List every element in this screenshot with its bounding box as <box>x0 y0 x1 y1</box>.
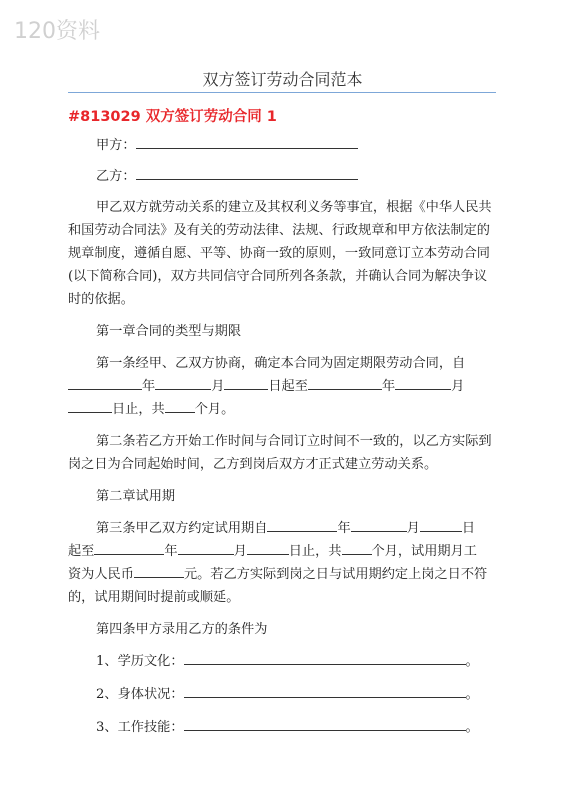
condition-end: 。 <box>465 654 479 669</box>
article-2-line-1: 第二条若乙方开始工作时间与合同订立时间不一致的，以乙方实际到 <box>96 434 492 449</box>
trial-end-year-blank <box>94 540 164 555</box>
condition-blank <box>184 716 466 731</box>
intro-line-5: 时的依据。 <box>68 292 134 307</box>
article-1-line-1: 第一条经甲、乙双方协商，确定本合同为固定期限劳动合同，自 <box>96 356 466 371</box>
party-a-blank <box>136 134 358 149</box>
intro-line-1: 甲乙双方就劳动关系的建立及其权利义务等事宜，根据《中华人民共 <box>96 200 492 215</box>
year-label: 年 <box>164 544 178 559</box>
day-label: 日 <box>461 521 475 536</box>
end-year-blank <box>308 375 382 390</box>
chapter-2-heading: 第二章试用期 <box>96 489 176 504</box>
intro-line-2: 和国劳动合同法》及有关的劳动法律、法规、行政规章和甲方依法制定的 <box>68 223 490 238</box>
article-3-line-1 <box>96 517 526 540</box>
until-label: 起至 <box>68 544 95 559</box>
article-3-line-4: 的，试用期间时提前或顺延。 <box>68 590 240 605</box>
condition-end: 。 <box>465 687 479 702</box>
party-a-label: 甲方： <box>96 138 136 153</box>
party-b-label: 乙方： <box>96 169 136 184</box>
salary-tail: 元。若乙方实际到岗之日与试用期约定上岗之日不符 <box>183 567 488 582</box>
article-2-line-2: 岗之日为合同起始时间，乙方到岗后双方才正式建立劳动关系。 <box>68 457 438 472</box>
party-b-blank <box>136 165 358 180</box>
section-heading: #813029 双方签订劳动合同 1 <box>68 109 277 125</box>
trial-end-day-blank <box>247 540 289 555</box>
day-until-label: 日止，共 <box>288 544 342 559</box>
condition-education <box>96 650 526 673</box>
trial-end-month-blank <box>178 540 234 555</box>
start-year-blank <box>68 375 142 390</box>
day-from-label: 日起至 <box>268 379 308 394</box>
document-title: 双方签订劳动合同范本 <box>202 70 363 89</box>
trial-months-blank <box>342 540 372 555</box>
months-end-label: 个月。 <box>194 402 235 417</box>
year-label: 年 <box>337 521 351 536</box>
article-3-line-3 <box>68 563 498 586</box>
month-label: 月 <box>233 544 247 559</box>
condition-skills <box>96 716 526 739</box>
end-day-blank <box>68 398 112 413</box>
start-day-blank <box>224 375 268 390</box>
months-count-blank <box>165 398 195 413</box>
condition-label: 2、身体状况： <box>96 687 184 702</box>
start-month-blank <box>155 375 211 390</box>
trial-start-year-blank <box>267 517 337 532</box>
chapter-1-heading: 第一章合同的类型与期限 <box>96 324 242 339</box>
title-divider <box>68 92 496 93</box>
month-label: 月 <box>406 521 420 536</box>
trial-start-day-blank <box>420 517 462 532</box>
month-label: 月 <box>451 379 465 394</box>
condition-blank <box>184 650 466 665</box>
condition-health <box>96 683 526 706</box>
year-label: 年 <box>381 379 396 394</box>
intro-line-3: 规章制度，遵循自愿、平等、协商一致的原则，一致同意订立本劳动合同 <box>68 246 490 261</box>
condition-blank <box>184 683 466 698</box>
month-label: 月 <box>211 379 225 394</box>
end-month-blank <box>395 375 451 390</box>
watermark-logo: 120资料 <box>14 19 100 44</box>
party-b-line <box>96 165 526 188</box>
party-a-line <box>96 134 526 157</box>
article-1-line-3 <box>68 398 498 421</box>
article-1-line-2 <box>68 375 498 398</box>
condition-end: 。 <box>465 720 479 735</box>
salary-label: 资为人民币 <box>68 567 134 582</box>
article-3-start: 第三条甲乙双方约定试用期自 <box>96 521 268 536</box>
condition-label: 3、工作技能： <box>96 720 184 735</box>
year-label: 年 <box>142 379 156 394</box>
intro-line-4: (以下简称合同)，双方共同信守合同所列各条款，并确认合同为解决争议 <box>68 269 488 284</box>
condition-label: 1、学历文化： <box>96 654 184 669</box>
trial-start-month-blank <box>351 517 407 532</box>
salary-blank <box>134 563 184 578</box>
article-4-heading: 第四条甲方录用乙方的条件为 <box>96 622 268 637</box>
trial-months-tail: 个月，试用期月工 <box>371 544 477 559</box>
article-3-line-2 <box>68 540 498 563</box>
day-until-label: 日止，共 <box>112 402 165 417</box>
